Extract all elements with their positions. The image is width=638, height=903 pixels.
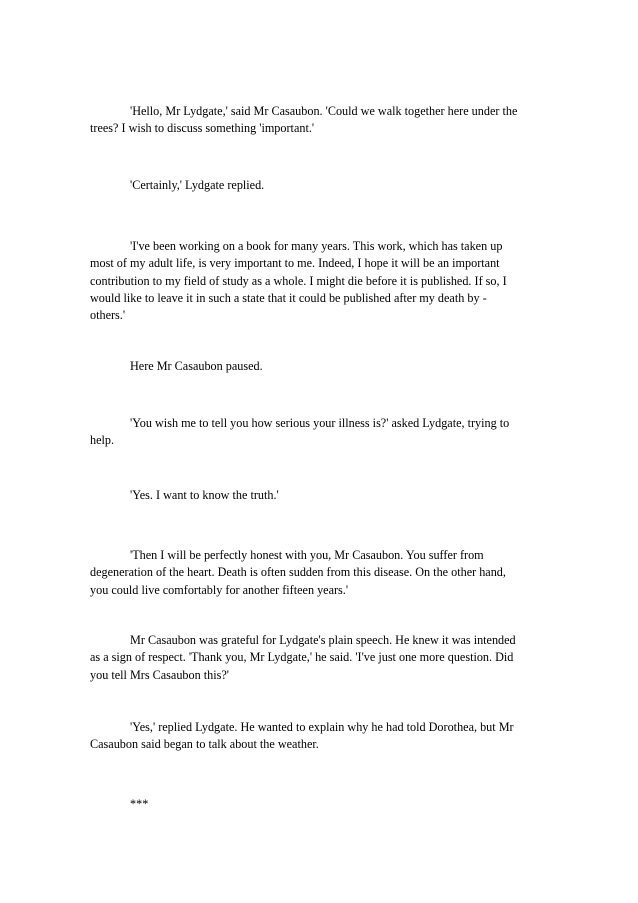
paragraph-book <box>90 238 560 324</box>
paragraph-line: trees? I wish to discuss something 'important.' <box>90 121 315 136</box>
paragraph-line: help. <box>90 433 115 448</box>
paragraph-line: you could live comfortably for another fifteen years.' <box>90 582 349 597</box>
section-break <box>90 796 560 813</box>
paragraph-line: 'Certainly,' Lydgate replied. <box>130 178 265 192</box>
paragraph-line: degeneration of the heart. Death is often sudden from this disease. On the other hand, <box>90 565 506 580</box>
paragraph-line: would like to leave it in such a state that it could be published after my death by - <box>90 290 487 305</box>
paragraph-hello <box>90 103 560 138</box>
paragraph-line: you tell Mrs Casaubon this?' <box>90 667 229 682</box>
paragraph-line: Casaubon said began to talk about the weather. <box>90 737 319 752</box>
paragraph-weather <box>90 719 560 754</box>
paragraph-truth <box>90 487 560 504</box>
paragraph-line: 'Then I will be perfectly honest with you, Mr Casaubon. You suffer from <box>130 548 484 562</box>
paragraph-line: Mr Casaubon was grateful for Lydgate's plain speech. He knew it was intended <box>130 633 516 647</box>
section-break-asterisks: *** <box>130 797 149 811</box>
paragraph-line: others.' <box>90 308 126 323</box>
paragraph-paused <box>90 358 560 375</box>
paragraph-certainly <box>90 177 560 194</box>
paragraph-line: 'I've been working on a book for many years. This work, which has taken up <box>130 239 503 253</box>
paragraph-illness <box>90 415 560 450</box>
paragraph-line: 'You wish me to tell you how serious your illness is?' asked Lydgate, trying to <box>130 416 510 430</box>
paragraph-grateful <box>90 632 560 684</box>
paragraph-line: 'Yes,' replied Lydgate. He wanted to explain why he had told Dorothea, but Mr <box>130 720 514 734</box>
paragraph-line: 'Hello, Mr Lydgate,' said Mr Casaubon. 'Could we walk together here under the <box>130 104 518 118</box>
paragraph-line: 'Yes. I want to know the truth.' <box>130 488 279 502</box>
paragraph-line: as a sign of respect. 'Thank you, Mr Lydgate,' he said. 'I've just one more question. Did <box>90 650 514 665</box>
paragraph-line: contribution to my field of study as a whole. I might die before it is published. If so, I <box>90 273 507 288</box>
paragraph-line: Here Mr Casaubon paused. <box>130 359 263 373</box>
paragraph-line: most of my adult life, is very important to me. Indeed, I hope it will be an important <box>90 256 500 271</box>
paragraph-honest <box>90 547 560 599</box>
